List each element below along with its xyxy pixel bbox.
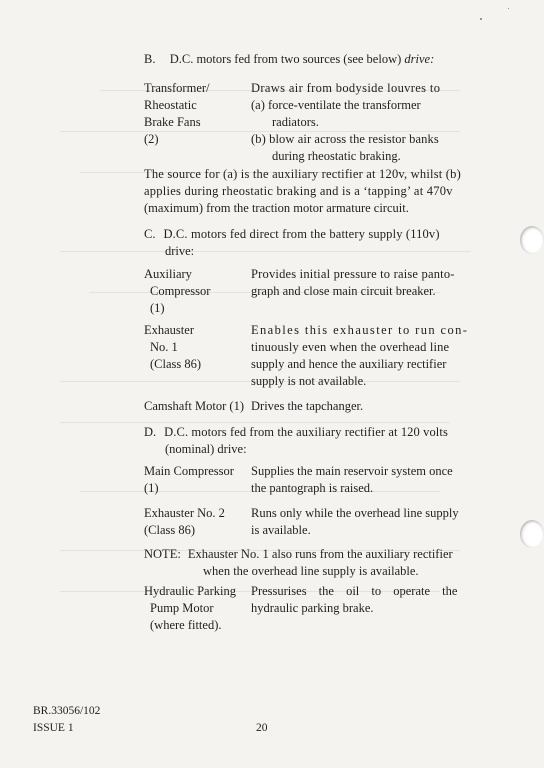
section-d-item-desc: [251, 505, 459, 539]
section-d-letter: D.: [144, 425, 157, 439]
section-b-source-paragraph: [144, 166, 461, 217]
section-b-heading: [144, 51, 434, 68]
desc-line: supply and hence the auxiliary rectifier: [251, 357, 447, 371]
desc-line: (a) force-ventilate the transformer: [251, 98, 421, 112]
section-d-item-label: [144, 463, 234, 497]
section-c-heading: [144, 226, 440, 260]
desc-line: the pantograph is raised.: [251, 481, 374, 495]
note-label: NOTE:: [144, 547, 181, 561]
section-b-item-label: [144, 80, 210, 148]
section-c-heading-line2: drive:: [165, 244, 195, 258]
label-line: (1): [150, 301, 165, 315]
issue-label: ISSUE 1: [33, 722, 74, 734]
label-line: Pump Motor: [150, 601, 214, 615]
section-d-item-label: [144, 505, 225, 539]
label-line: (2): [144, 132, 159, 146]
label-line: Auxiliary: [144, 267, 192, 281]
section-c-item-label: [144, 266, 210, 317]
desc-line: Enables this exhauster to run con-: [251, 323, 469, 337]
label-line: (where fitted).: [150, 618, 222, 632]
hydraulic-item-label: [144, 583, 236, 634]
desc-line: Runs only while the overhead line supply: [251, 506, 459, 520]
desc-line: during rheostatic braking.: [272, 149, 401, 163]
label-line: Transformer/: [144, 81, 210, 95]
section-d-heading-line2: (nominal) drive:: [165, 442, 247, 456]
label-line: Camshaft Motor (1): [144, 399, 244, 413]
desc-line: Draws air from bodyside louvres to: [251, 81, 441, 95]
desc-line: Drives the tapchanger.: [251, 399, 364, 413]
paragraph-line: The source for (a) is the auxiliary rectifier at 120v, whilst (b): [144, 167, 461, 181]
label-line: Main Compressor: [144, 464, 234, 478]
label-line: Exhauster: [144, 323, 194, 337]
paper-speck: [508, 8, 509, 9]
section-b-heading-text: D.C. motors fed from two sources (see below): [169, 52, 402, 66]
section-b-heading-drive: drive:: [404, 52, 435, 66]
desc-line: hydraulic parking brake.: [251, 601, 374, 615]
label-line: Rheostatic: [144, 98, 197, 112]
section-b-item-desc: [251, 80, 470, 165]
desc-line: tinuously even when the overhead line: [251, 340, 450, 354]
hydraulic-item-desc: [251, 583, 457, 617]
page-number: 20: [256, 722, 268, 734]
note-line: Exhauster No. 1 also runs from the auxiliary rectifier: [187, 547, 453, 561]
punch-hole-upper: [520, 226, 544, 254]
note-line: when the overhead line supply is available.: [203, 564, 419, 578]
desc-line: Supplies the main reservoir system once: [251, 464, 453, 478]
paragraph-line: applies during rheostatic braking and is a ‘tapping’ at 470v: [144, 184, 453, 198]
desc-line: Pressurises the oil to operate the: [251, 584, 458, 598]
label-line: (Class 86): [150, 357, 202, 371]
section-c-letter: C.: [144, 227, 156, 241]
section-c-heading-text: D.C. motors fed direct from the battery supply (110v): [163, 227, 440, 241]
section-c-item-desc: [251, 398, 363, 415]
section-c-item-label: [144, 398, 244, 415]
desc-line: Provides initial pressure to raise panto-: [251, 267, 455, 281]
label-line: Hydraulic Parking: [144, 584, 236, 598]
label-line: Brake Fans: [144, 115, 201, 129]
section-c-item-desc: [251, 266, 455, 300]
desc-line: graph and close main circuit breaker.: [251, 284, 436, 298]
label-line: Compressor: [150, 284, 211, 298]
section-b-letter: B.: [144, 52, 156, 66]
section-d-heading-text: D.C. motors fed from the auxiliary rectifier at 120 volts: [164, 425, 448, 439]
desc-line: is available.: [251, 523, 311, 537]
paper-speck: [480, 18, 482, 20]
section-d-heading: [144, 424, 448, 458]
label-line: (1): [144, 481, 159, 495]
punch-hole-lower: [520, 520, 544, 548]
paragraph-line: (maximum) from the traction motor armature circuit.: [144, 201, 409, 215]
document-reference: BR.33056/102: [33, 705, 101, 717]
section-c-item-desc: [251, 322, 468, 390]
note-block: [144, 546, 453, 580]
label-line: No. 1: [150, 340, 178, 354]
desc-line: supply is not available.: [251, 374, 367, 388]
section-c-item-label: [144, 322, 201, 373]
desc-line: (b) blow air across the resistor banks: [251, 132, 439, 146]
footer-ref: [33, 703, 100, 737]
section-d-item-desc: [251, 463, 453, 497]
label-line: Exhauster No. 2: [144, 506, 225, 520]
label-line: (Class 86): [144, 523, 196, 537]
desc-line: radiators.: [272, 115, 319, 129]
